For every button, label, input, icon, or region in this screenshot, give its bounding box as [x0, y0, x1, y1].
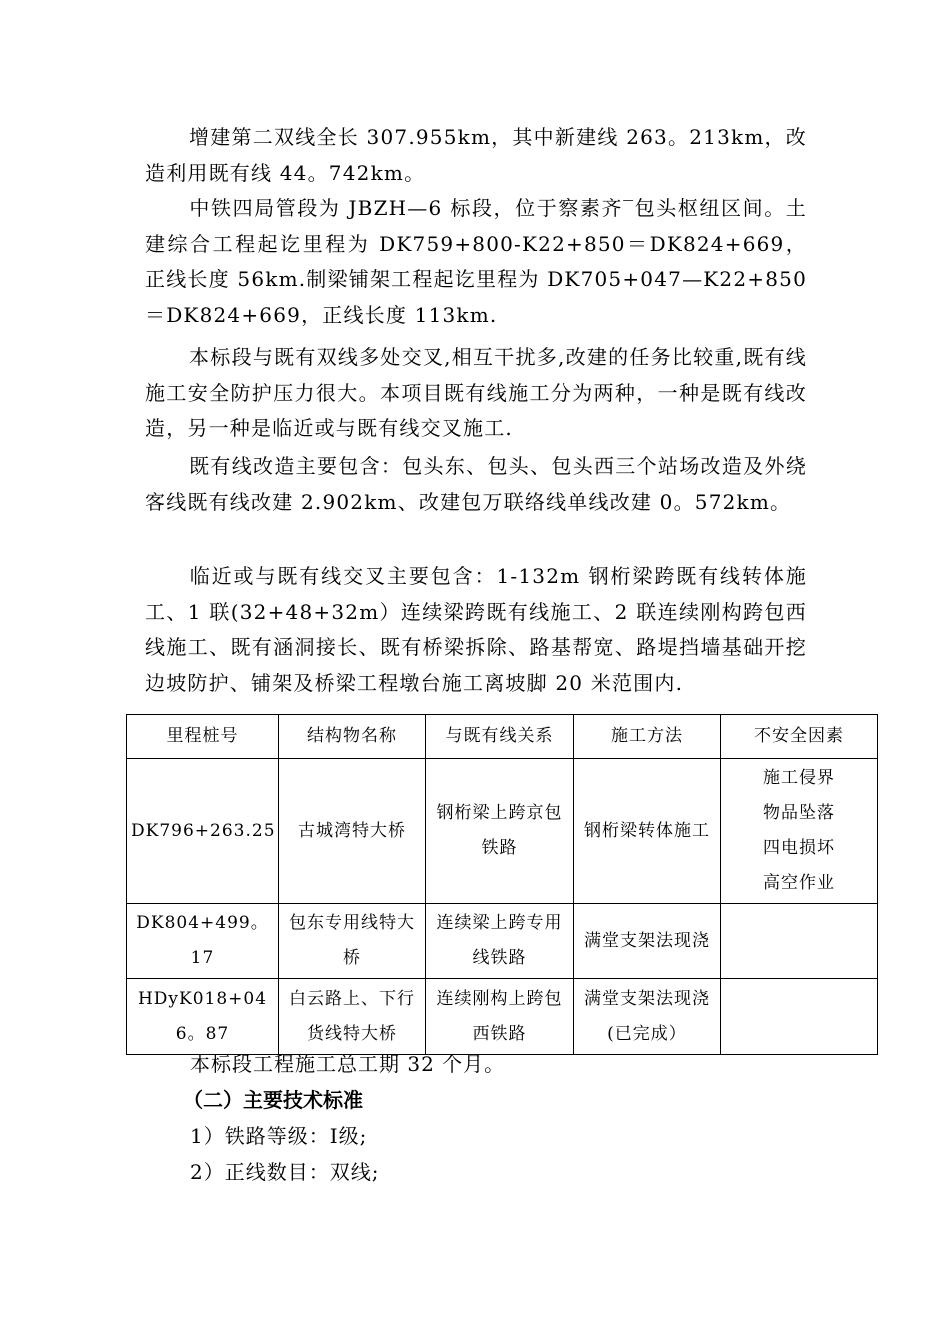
paragraph-reconstruction: 既有线改造主要包含：包头东、包头、包头西三个站场改造及外绕客线既有线改建 2.902km、改建包万联络线单线改建 0。572km。 [145, 454, 807, 514]
table-header-row [127, 715, 878, 759]
total-duration: 本标段工程施工总工期 32 个月。 [190, 1052, 506, 1076]
risk-table [126, 714, 878, 1055]
table-row [127, 979, 878, 1055]
cell-mileage: HDyK018+046。87 [127, 979, 279, 1055]
header-method: 施工方法 [574, 715, 721, 759]
paragraph-length: 增建第二双线全长 307.955km，其中新建线 263。213km，改造利用既有线 44。742km。 [145, 125, 807, 185]
table-row [127, 904, 878, 979]
cell-hazards: 施工侵界 物品坠落 四电损坏 高空作业 [721, 759, 878, 904]
cell-hazards [721, 979, 878, 1055]
standard-item-railway-class: 1）铁路等级：Ⅰ级; [190, 1124, 368, 1148]
cell-method: 满堂支架法现浇(已完成） [574, 979, 721, 1055]
cell-structure: 古城湾特大桥 [279, 759, 426, 904]
cell-structure: 白云路上、下行货线特大桥 [279, 979, 426, 1055]
cell-hazards [721, 904, 878, 979]
cell-method: 满堂支架法现浇 [574, 904, 721, 979]
cell-relation: 连续刚构上跨包西铁路 [426, 979, 574, 1055]
cell-relation: 钢桁梁上跨京包铁路 [426, 759, 574, 904]
paragraph-crossing: 本标段与既有双线多处交叉,相互干扰多,改建的任务比较重,既有线施工安全防护压力很大。本项目既有线施工分为两种，一种是既有线改造，另一种是临近或与既有线交叉施工. [145, 345, 807, 440]
header-mileage: 里程桩号 [127, 715, 279, 759]
standard-item-main-lines: 2）正线数目：双线; [190, 1160, 380, 1184]
section-heading: （二）主要技术标准 [183, 1088, 363, 1112]
header-structure: 结构物名称 [279, 715, 426, 759]
cell-mileage: DK804+499。17 [127, 904, 279, 979]
table-row [127, 759, 878, 904]
header-relation: 与既有线关系 [426, 715, 574, 759]
paragraph-section: 中铁四局管段为 JBZH—6 标段，位于察素齐‾包头枢纽区间。土建综合工程起讫里程为 DK759+800-K22+850＝DK824+669，正线长度 56km.制梁铺架工程起讫里程为 DK705+047—K22+850＝DK824+669，正线长度 113km. [145, 196, 807, 327]
header-hazards: 不安全因素 [721, 715, 878, 759]
cell-method: 钢桁梁转体施工 [574, 759, 721, 904]
paragraph-adjacent-crossing: 临近或与既有线交叉主要包含：1-132m 钢桁梁跨既有线转体施工、1 联(32+48+32m）连续梁跨既有线施工、2 联连续刚构跨包西线施工、既有涵洞接长、既有桥梁拆除、路基帮宽、路堤挡墙基础开挖边坡防护、铺架及桥梁工程墩台施工离坡脚 20 米范围内. [145, 564, 807, 695]
cell-relation: 连续梁上跨专用线铁路 [426, 904, 574, 979]
cell-mileage: DK796+263.25 [127, 759, 279, 904]
cell-structure: 包东专用线特大桥 [279, 904, 426, 979]
